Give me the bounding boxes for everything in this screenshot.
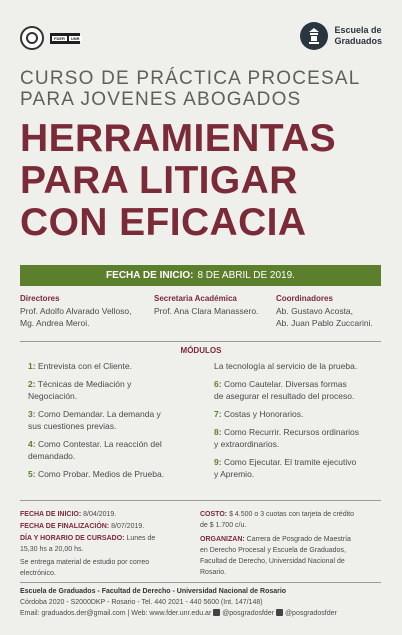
facebook-handle: @posgradosfder xyxy=(222,610,275,617)
course-title: HERRAMIENTAS PARA LITIGAR CON EFICACIA xyxy=(20,117,337,244)
module-item: 3: Como Demandar. La demanda y sus cuestiones previas. xyxy=(28,409,161,431)
footer: Escuela de Graduados - Facultad de Derecho - Universidad Nacional de Rosario Córdoba 2020 - S2000DKP - Rosario - Tel. 440 2021 - 440 5600 (Int. 147/148) Email: graduados.der@gmail.com | Web: www.fder.unr.edu.ar @posgradosfder @posgradosfder xyxy=(20,588,337,617)
secretaria-section: Secretaria Académica Prof. Ana Clara Manassero. xyxy=(154,294,259,316)
module-item: 7: Costas y Honorarios. xyxy=(214,409,304,419)
twitter-handle: @posgradosfder xyxy=(284,610,337,617)
facebook-icon xyxy=(213,609,220,616)
directores-section: Directores Prof. Adolfo Alvarado Velloso, Mg. Andrea Meroi. xyxy=(20,294,132,328)
coordinadores-section: Coordinadores Ab. Gustavo Acosta, Ab. Juan Pablo Zuccarini. xyxy=(276,294,373,328)
university-seal-icon xyxy=(20,26,44,50)
course-subtitle: CURSO DE PRÁCTICA PROCESAL PARA JOVENES ABOGADOS xyxy=(20,68,361,110)
divider xyxy=(20,582,381,583)
escuela-logo xyxy=(300,22,382,50)
contact-email-web: Email: graduados.der@gmail.com | Web: www.fder.unr.edu.ar xyxy=(20,610,212,617)
module-item: 8: Como Recurrir. Recursos ordinarios y extraordinarios. xyxy=(214,427,360,449)
module-item: 5: Como Probar. Medios de Prueba. xyxy=(28,469,165,479)
module-item: 9: Como Ejecutar. El tramite ejecutivo y Apremio. xyxy=(214,457,357,479)
modulos-left xyxy=(28,360,208,480)
partner-logos xyxy=(20,26,80,50)
cost-organizers-info: COSTO: $ 4.500 o 3 cuotas con tarjeta de crédito de $ 1.700 c/u. ORGANIZAN: Carrera de Posgrado de Maestría en Derecho Procesal y Escuela de Graduados, Facultad de Derecho, Universidad Nacional de Rosario. xyxy=(200,511,354,576)
module-item: La tecnología al servicio de la prueba. xyxy=(214,361,358,371)
start-date-banner: FECHA DE INICIO: 8 DE ABRIL DE 2019. xyxy=(20,265,381,286)
building-icon xyxy=(300,22,328,50)
escuela-name: Escuela de Graduados xyxy=(334,25,382,46)
divider xyxy=(20,341,381,342)
module-item: 2: Técnicas de Mediación y Negociación. xyxy=(28,379,132,401)
divider xyxy=(20,500,381,501)
module-item: 4: Como Contestar. La reacción del demandado. xyxy=(28,439,162,461)
module-item: 6: Como Cautelar. Diversas formas de asegurar el resultado del proceso. xyxy=(214,379,355,401)
twitter-icon xyxy=(276,609,283,616)
fder-unr-logo: FDER UNR xyxy=(50,33,80,44)
modulos-right xyxy=(214,360,384,480)
schedule-info: FECHA DE INICIO: 8/04/2019. FECHA DE FINALIZACIÓN: 8/07/2019. DÍA Y HORARIO DE CURSADO: Lunes de 15,30 hs a 20,00 hs. Se entrega material de estudio por correo electrónico. xyxy=(20,511,156,577)
module-item: 1: Entrevista con el Cliente. xyxy=(28,361,132,371)
modulos-title: MÓDULOS xyxy=(180,346,222,355)
